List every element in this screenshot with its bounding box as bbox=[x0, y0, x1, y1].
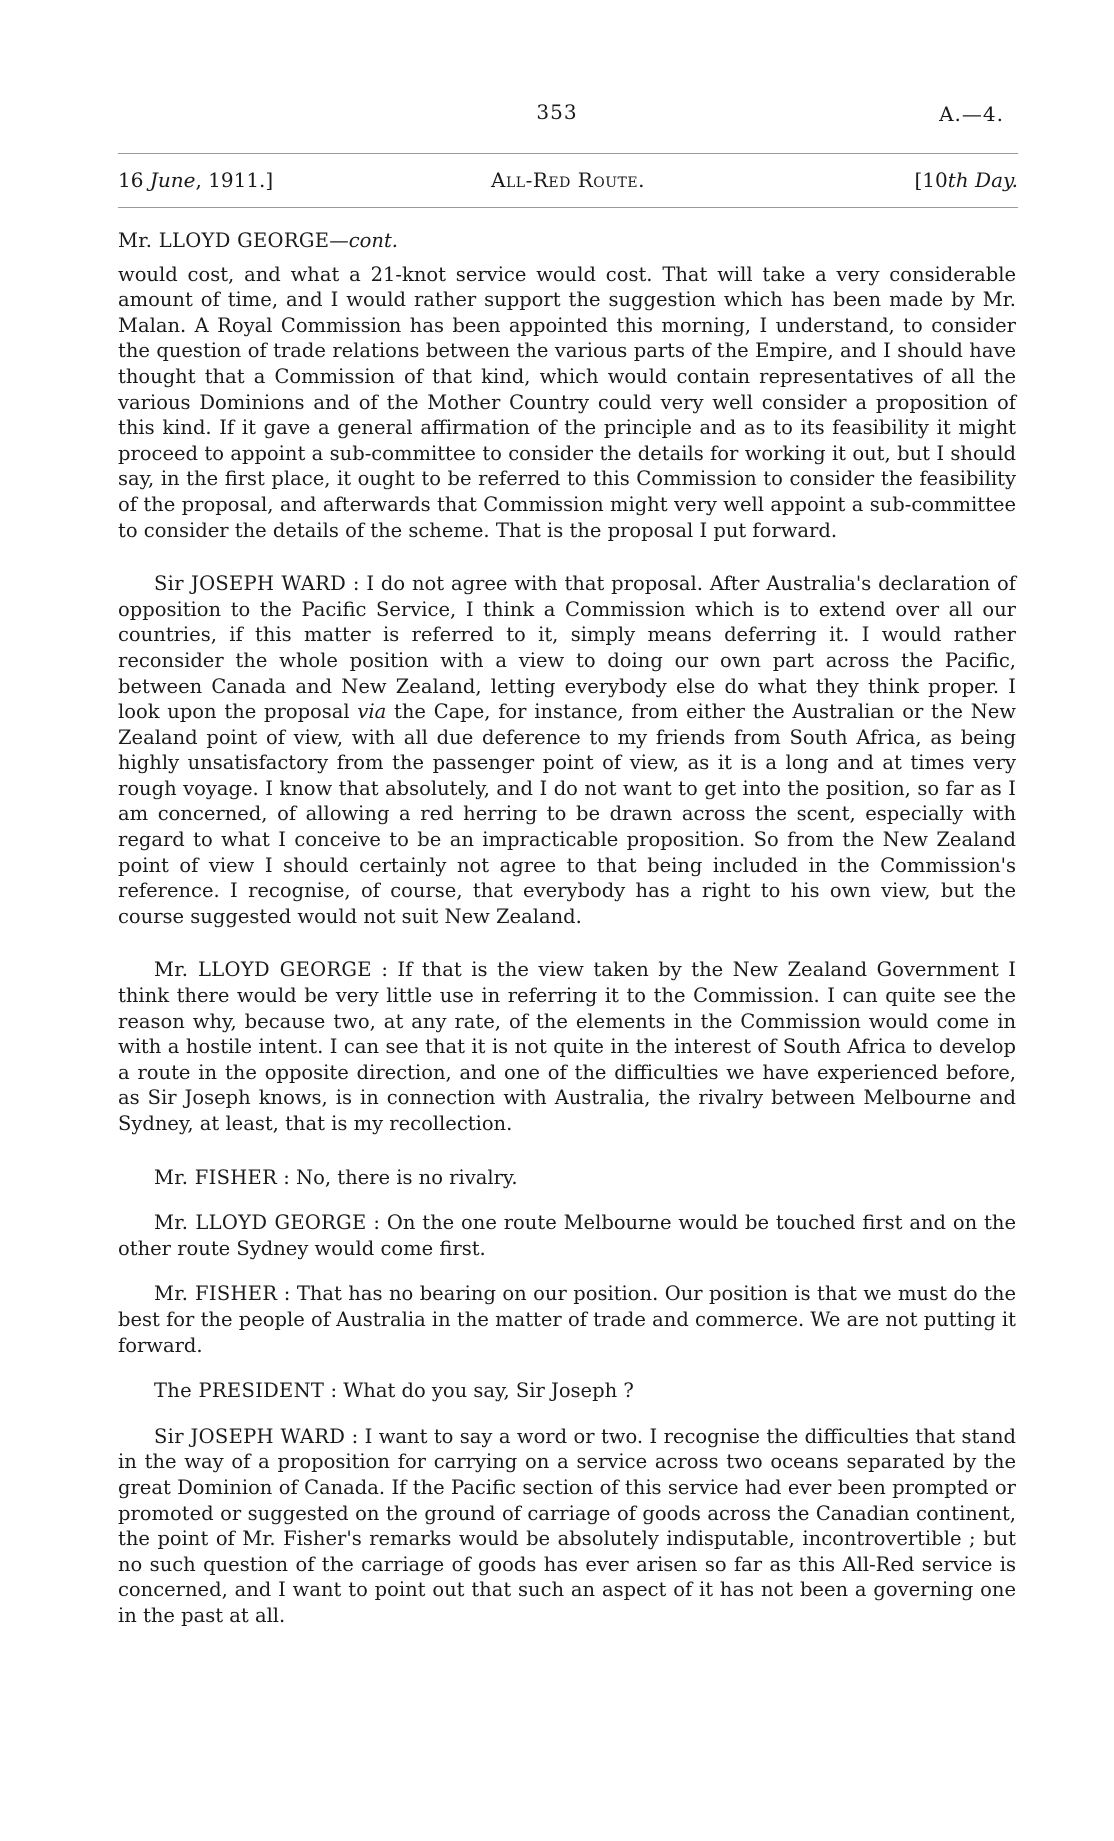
paragraph: Mr. LLOYD GEORGE : If that is the view taken by the New Zealand Government I think there would be very little use in referring it to the Commission. I can quite see the reason why, because two, at any rate, of the elements in the Commission would come in with a hostile intent. I can see that it is not quite in the interest of South Africa to develop a route in the opposite direction, and one of the difficulties we have experienced before, as Sir Joseph knows, is in connection with Australia, the rivalry between Melbourne and Sydney, at least, that is my recollection. bbox=[118, 958, 1016, 1135]
paragraph: The PRESIDENT : What do you say, Sir Joseph ? bbox=[154, 1379, 634, 1403]
speech-text: On the one route Melbourne would be touched first and on the other route Sydney would come first. bbox=[118, 1211, 1016, 1260]
paragraph: would cost, and what a 21-knot service would cost. That will take a very considerable amount of time, and I would rather support the suggestion which has been made by Mr. Malan. A Royal Commission has been appointed this morning, I understand, to consider the question of trade relations between the various parts of the Empire, and I should have thought that a Commission of that kind, which would contain representatives of all the various Dominions and of the Mother Country could very well consider a proposition of this kind. If it gave a general affirmation of the principle and as to its feasibility it might proceed to appoint a sub-committee to consider the details for working it out, but I should say, in the first place, it ought to be referred to this Commission to consider the feasibility of the proposal, and afterwards that Commission might very well appoint a sub-committee to consider the details of the scheme. That is the proposal I put forward. bbox=[118, 262, 1016, 542]
speaker-name: Sir JOSEPH WARD bbox=[154, 572, 347, 596]
running-head bbox=[118, 168, 1018, 198]
speaker-name: Mr. LLOYD GEORGE bbox=[118, 229, 330, 252]
running-head-title: All-Red Route. bbox=[491, 168, 645, 192]
speaker-name: Mr. FISHER bbox=[154, 1282, 278, 1306]
italic-word: via bbox=[357, 700, 387, 724]
paragraph: Mr. LLOYD GEORGE : On the one route Melbourne would be touched first and on the other route Sydney would come first. bbox=[118, 1211, 1016, 1260]
speaker-name: Mr. LLOYD GEORGE bbox=[154, 1211, 367, 1235]
speech-text: That has no bearing on our position. Our position is that we must do the best for the people of Australia in the matter of trade and commerce. We are not putting it forward. bbox=[118, 1282, 1016, 1357]
speech-text: I do not agree with that proposal. After Australia's declaration of opposition to the Pacific Service, I think a Commission which is to extend over all our countries, if this matter is referred to it, simply means deferring it. I would rather reconsider the whole position with a view to doing our own part across the Pacific, between Canada and New Zealand, letting everybody else do what they think proper. I look upon the proposal bbox=[118, 572, 1016, 724]
speaker-name: The PRESIDENT bbox=[154, 1379, 325, 1403]
paragraph: Sir JOSEPH WARD : I want to say a word or two. I recognise the difficulties that stand in the way of a proposition for carrying on a service across two oceans separated by the great Dominion of Canada. If the Pacific section of this service had ever been prompted or promoted or suggested on the ground of carriage of goods across the Canadian continent, the point of Mr. Fisher's remarks would be absolutely indisputable, incontrovertible ; but no such question of the carriage of goods has ever arisen so far as this All-Red service is concerned, and I want to point out that such an aspect of it has not been a governing one in the past at all. bbox=[118, 1424, 1016, 1627]
continued-marker: —cont. bbox=[329, 229, 398, 252]
paragraph: Sir JOSEPH WARD : I do not agree with that proposal. After Australia's declaration of opposition to the Pacific Service, I think a Commission which is to extend over all our countries, if this matter is referred to it, simply means deferring it. I would rather reconsider the whole position with a view to doing our own part across the Pacific, between Canada and New Zealand, letting everybody else do what they think proper. I look upon the proposal via the Cape, for instance, from either the Australian or the New Zealand point of view, with all due deference to my friends from South Africa, as being highly unsatisfactory from the passenger point of view, as it is a long and at times very rough voyage. I know that absolutely, and I do not want to get into the position, so far as I am concerned, of allowing a red herring to be drawn across the scent, especially with regard to what I conceive to be an impracticable proposition. So from the New Zealand point of view I should certainly not agree to that being included in the Commission's reference. I recognise, of course, that everybody has a right to his own view, but the course suggested would not suit New Zealand. bbox=[118, 572, 1016, 928]
date-suffix: , 1911.] bbox=[195, 168, 274, 192]
speech-text: I want to say a word or two. I recognise the difficulties that stand in the way of a proposition for carrying on a service across two oceans separated by the great Dominion of Canada. If the Pacific section of this service had ever been prompted or promoted or suggested on the ground of carriage of goods across the Canadian continent, the point of Mr. Fisher's remarks would be absolutely indisputable, incontrovertible ; but no such question of the carriage of goods has ever arisen so far as this All-Red service is concerned, and I want to point out that such an aspect of it has not been a governing one in the past at all. bbox=[118, 1424, 1016, 1627]
paragraph: Mr. FISHER : No, there is no rivalry. bbox=[154, 1165, 518, 1189]
speaker-name: Mr. LLOYD GEORGE bbox=[154, 958, 372, 982]
speaker-name: Mr. FISHER bbox=[154, 1165, 278, 1189]
header-rule-bottom bbox=[118, 207, 1018, 208]
day-suffix: th Day. bbox=[947, 168, 1018, 192]
document-reference: A.—4. bbox=[939, 102, 1004, 126]
header-rule-top bbox=[118, 153, 1018, 154]
running-head-day bbox=[915, 168, 1019, 192]
speaker-name: Sir JOSEPH WARD bbox=[154, 1424, 346, 1448]
speech-text: What do you say, Sir Joseph ? bbox=[337, 1379, 634, 1403]
body-text bbox=[118, 228, 1016, 1657]
continued-speaker-line bbox=[118, 228, 1016, 254]
speech-text: the Cape, for instance, from either the Australian or the New Zealand point of view, with all due deference to my friends from South Africa, as being highly unsatisfactory from the passenger point of view, as it is a long and at times very rough voyage. I know that absolutely, and I do not want to get into the position, so far as I am concerned, of allowing a red herring to be drawn across the scent, especially with regard to what I conceive to be an impracticable proposition. So from the New Zealand point of view I should certainly not agree to that being included in the Commission's reference. I recognise, of course, that everybody has a right to his own view, but the course suggested would not suit New Zealand. bbox=[118, 700, 1016, 928]
date-month: June bbox=[149, 168, 196, 192]
paragraph: Mr. FISHER : That has no bearing on our position. Our position is that we must do the best for the people of Australia in the matter of trade and commerce. We are not putting it forward. bbox=[118, 1282, 1016, 1357]
speech-text: No, there is no rivalry. bbox=[289, 1165, 518, 1189]
speech-text: If that is the view taken by the New Zealand Government I think there would be very little use in referring it to the Commission. I can quite see the reason why, because two, at any rate, of the elements in the Commission would come in with a hostile intent. I can see that it is not quite in the interest of South Africa to develop a route in the opposite direction, and one of the difficulties we have experienced before, as Sir Joseph knows, is in connection with Australia, the rivalry between Melbourne and Sydney, at least, that is my recollection. bbox=[118, 958, 1016, 1135]
date-prefix: 16 bbox=[118, 168, 150, 192]
day-prefix: [10 bbox=[914, 168, 948, 192]
page-number: 353 bbox=[536, 100, 578, 124]
